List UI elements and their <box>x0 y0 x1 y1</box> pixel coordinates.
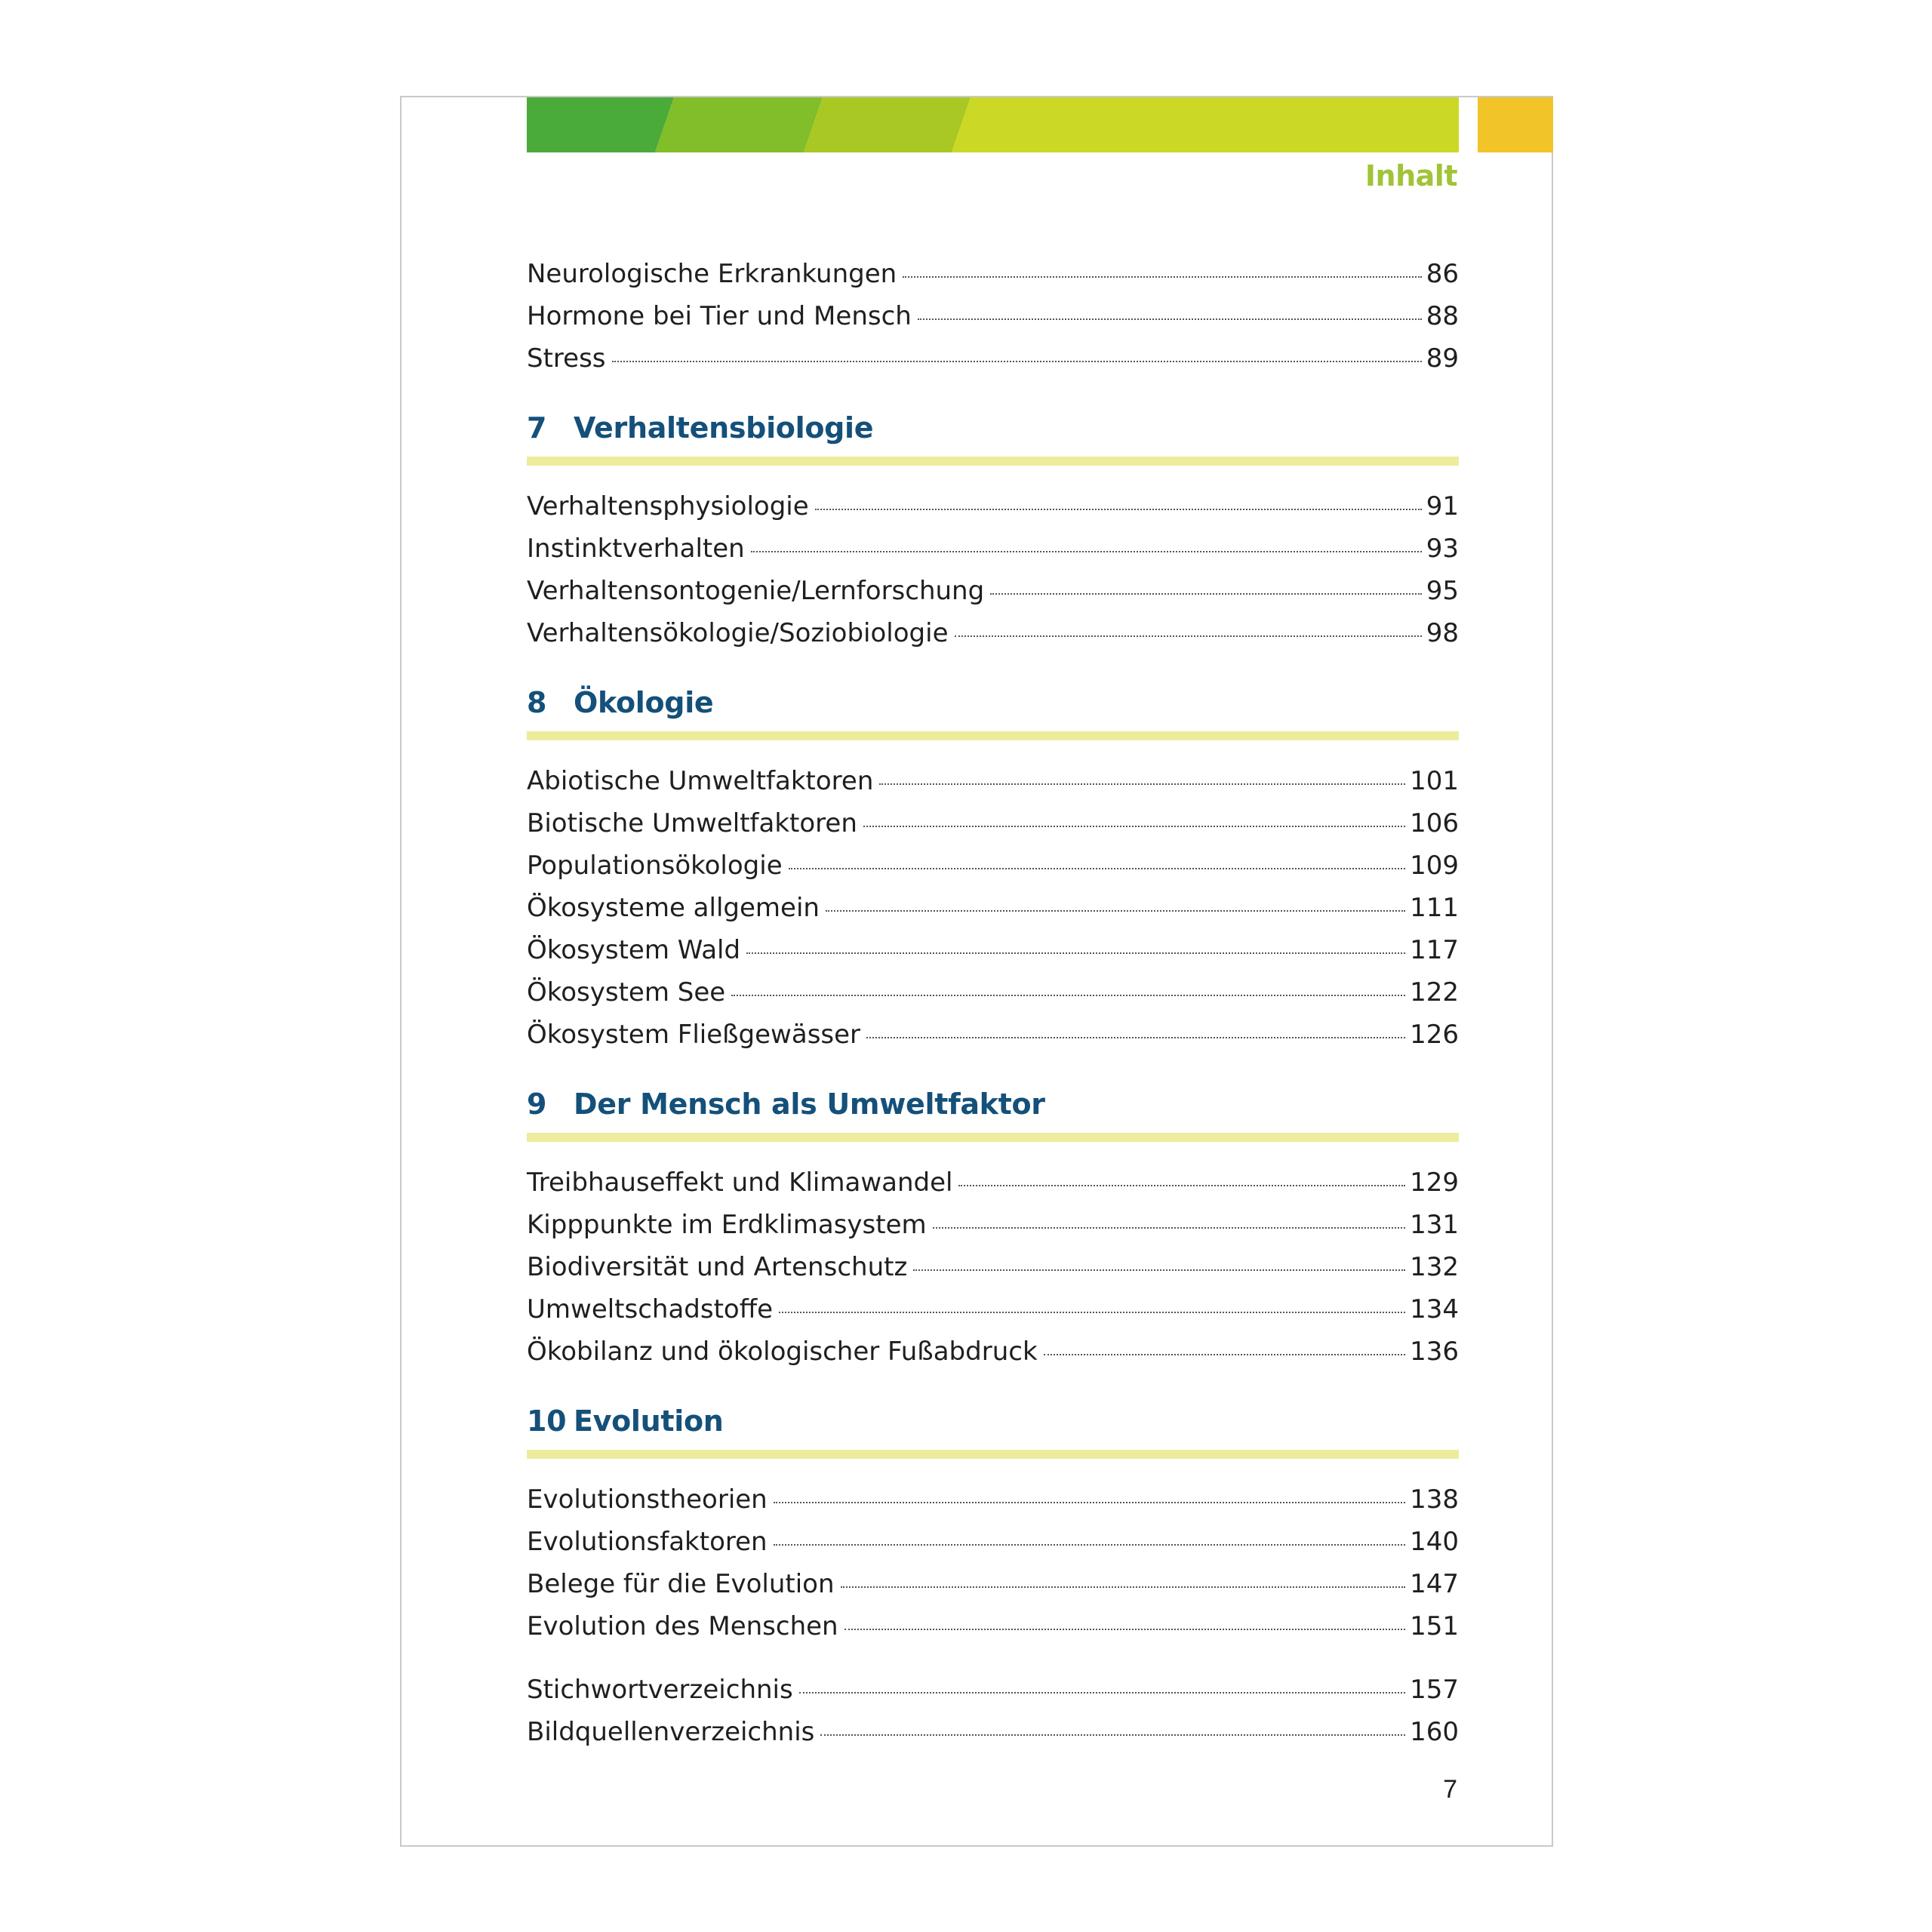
toc-entry-page: 86 <box>1426 259 1459 289</box>
toc-entry-title: Hormone bei Tier und Mensch <box>527 301 912 331</box>
toc-entry-page: 138 <box>1410 1484 1459 1515</box>
toc-entry-title: Instinktverhalten <box>527 534 745 564</box>
dot-leader <box>799 1692 1405 1694</box>
toc-entry[interactable] <box>527 1204 1459 1246</box>
toc-entry-page: 147 <box>1410 1569 1459 1599</box>
toc-entry[interactable] <box>527 253 1459 295</box>
toc-entry-title: Umweltschadstoffe <box>527 1294 774 1324</box>
toc-entry[interactable] <box>527 1711 1459 1753</box>
toc-entry[interactable] <box>527 1288 1459 1331</box>
section-number: 9 <box>527 1088 547 1121</box>
dot-leader <box>990 593 1422 595</box>
banner-stripe-2 <box>655 97 823 152</box>
dot-leader <box>863 826 1405 827</box>
toc-entry[interactable] <box>527 612 1459 654</box>
toc-entry[interactable] <box>527 929 1459 971</box>
toc-entry-page: 106 <box>1410 808 1459 838</box>
page-title: Inhalt <box>1364 159 1457 192</box>
section-title: Verhaltensbiologie <box>574 411 874 445</box>
toc-entry-title: Neurologische Erkrankungen <box>527 259 897 289</box>
toc-entry-page: 109 <box>1410 851 1459 881</box>
toc-entry-page: 126 <box>1410 1020 1459 1050</box>
section-number: 10 <box>527 1404 567 1438</box>
toc-entry[interactable] <box>527 1161 1459 1204</box>
toc-entry-title: Verhaltensphysiologie <box>527 491 809 521</box>
toc-entry[interactable] <box>527 802 1459 844</box>
toc-entry-group <box>527 1161 1459 1373</box>
toc-entry-page: 88 <box>1426 301 1459 331</box>
toc-entry-title: Ökosystem Fließgewässer <box>527 1020 861 1050</box>
toc-entry-title: Evolutionsfaktoren <box>527 1527 768 1557</box>
section-title: Ökologie <box>574 686 714 719</box>
toc-entry-page: 117 <box>1410 935 1459 965</box>
toc-section-heading[interactable] <box>527 1400 1459 1459</box>
dot-leader <box>844 1629 1406 1630</box>
toc-entry-page: 132 <box>1410 1252 1459 1282</box>
toc-entry[interactable] <box>527 1331 1459 1373</box>
dot-leader <box>820 1734 1405 1736</box>
dot-leader <box>751 551 1422 552</box>
toc-entry-group <box>527 760 1459 1056</box>
toc-entry-title: Bildquellenverzeichnis <box>527 1717 815 1747</box>
section-title: Der Mensch als Umweltfaktor <box>574 1088 1045 1121</box>
toc-entry-title: Evolution des Menschen <box>527 1611 838 1641</box>
toc-entry[interactable] <box>527 760 1459 802</box>
toc-entry-page: 91 <box>1426 491 1459 521</box>
toc-entry-page: 134 <box>1410 1294 1459 1324</box>
toc-entry-page: 160 <box>1410 1717 1459 1747</box>
toc-entry-group <box>527 253 1459 380</box>
toc-entry-title: Biotische Umweltfaktoren <box>527 808 857 838</box>
toc-entry[interactable] <box>527 485 1459 528</box>
toc-entry[interactable] <box>527 570 1459 612</box>
toc-entry[interactable] <box>527 1563 1459 1605</box>
chapter-tab-accent <box>1478 97 1553 152</box>
dot-leader <box>774 1502 1405 1503</box>
toc-section-heading[interactable] <box>527 1083 1459 1142</box>
dot-leader <box>779 1312 1405 1313</box>
toc-entry[interactable] <box>527 1669 1459 1711</box>
toc-entry[interactable] <box>527 1014 1459 1056</box>
section-underline <box>527 1450 1459 1459</box>
toc-entry-page: 131 <box>1410 1210 1459 1240</box>
dot-leader <box>612 361 1422 362</box>
toc-entry-page: 93 <box>1426 534 1459 564</box>
toc-entry[interactable] <box>527 1605 1459 1647</box>
toc-entry-title: Treibhauseffekt und Klimawandel <box>527 1168 953 1198</box>
toc-entry[interactable] <box>527 1246 1459 1288</box>
toc-entry-group <box>527 1669 1459 1753</box>
book-page <box>400 96 1553 1847</box>
section-underline <box>527 731 1459 740</box>
dot-leader <box>815 509 1422 510</box>
dot-leader <box>918 318 1422 320</box>
toc-entry[interactable] <box>527 528 1459 570</box>
section-title-row <box>527 1400 1459 1442</box>
toc-entry-page: 122 <box>1410 977 1459 1008</box>
toc-entry[interactable] <box>527 295 1459 337</box>
toc-entry[interactable] <box>527 887 1459 929</box>
toc-entry-page: 89 <box>1426 343 1459 374</box>
header-banner <box>527 97 1459 152</box>
toc-entry-title: Abiotische Umweltfaktoren <box>527 766 874 796</box>
toc-entry[interactable] <box>527 1478 1459 1521</box>
toc-entry-title: Stichwortverzeichnis <box>527 1675 793 1705</box>
section-underline <box>527 1133 1459 1142</box>
dot-leader <box>903 276 1422 278</box>
toc-entry-page: 129 <box>1410 1168 1459 1198</box>
banner-stripe-3 <box>804 97 971 152</box>
toc-entry-title: Ökosysteme allgemein <box>527 893 820 923</box>
dot-leader <box>731 995 1405 996</box>
toc-entry-page: 111 <box>1410 893 1459 923</box>
page-number: 7 <box>1443 1775 1457 1804</box>
toc-entry-page: 151 <box>1410 1611 1459 1641</box>
toc-entry-page: 101 <box>1410 766 1459 796</box>
toc-entry-title: Ökosystem Wald <box>527 935 741 965</box>
section-title-row <box>527 1083 1459 1125</box>
toc-entry-title: Kipppunkte im Erdklimasystem <box>527 1210 927 1240</box>
toc-entry[interactable] <box>527 337 1459 380</box>
toc-entry-page: 95 <box>1426 576 1459 606</box>
section-number: 7 <box>527 411 547 445</box>
dot-leader <box>913 1269 1405 1271</box>
toc-entry-title: Ökobilanz und ökologischer Fußabdruck <box>527 1337 1038 1367</box>
dot-leader <box>774 1544 1406 1546</box>
toc-entry-page: 136 <box>1410 1337 1459 1367</box>
toc-entry[interactable] <box>527 971 1459 1014</box>
toc-entry[interactable] <box>527 1521 1459 1563</box>
dot-leader <box>826 910 1405 912</box>
section-number: 8 <box>527 686 547 719</box>
banner-stripe-1 <box>527 97 674 152</box>
section-title: Evolution <box>574 1404 724 1438</box>
section-underline <box>527 457 1459 466</box>
toc-entry-title: Stress <box>527 343 606 374</box>
toc-entry[interactable] <box>527 844 1459 887</box>
toc-entry-title: Evolutionstheorien <box>527 1484 768 1515</box>
dot-leader <box>746 952 1405 954</box>
toc-entry-group <box>527 485 1459 654</box>
toc-section-heading[interactable] <box>527 681 1459 740</box>
toc-entry-title: Biodiversität und Artenschutz <box>527 1252 908 1282</box>
dot-leader <box>955 635 1422 637</box>
toc-entry-title: Ökosystem See <box>527 977 726 1008</box>
dot-leader <box>866 1037 1405 1038</box>
dot-leader <box>789 868 1405 869</box>
toc-entry-title: Belege für die Evolution <box>527 1569 835 1599</box>
banner-stripe-4 <box>952 97 1459 152</box>
dot-leader <box>841 1586 1406 1588</box>
toc-entry-title: Populationsökologie <box>527 851 783 881</box>
section-title-row <box>527 407 1459 449</box>
dot-leader <box>958 1185 1405 1186</box>
dot-leader <box>879 783 1405 785</box>
toc-entry-page: 98 <box>1426 618 1459 648</box>
dot-leader <box>933 1227 1405 1229</box>
table-of-contents <box>527 253 1459 1753</box>
toc-entry-page: 140 <box>1410 1527 1459 1557</box>
dot-leader <box>1044 1354 1405 1355</box>
section-title-row <box>527 681 1459 724</box>
toc-entry-title: Verhaltensökologie/Soziobiologie <box>527 618 949 648</box>
toc-section-heading[interactable] <box>527 407 1459 466</box>
toc-entry-title: Verhaltensontogenie/Lernforschung <box>527 576 985 606</box>
toc-entry-group <box>527 1478 1459 1647</box>
toc-entry-page: 157 <box>1410 1675 1459 1705</box>
